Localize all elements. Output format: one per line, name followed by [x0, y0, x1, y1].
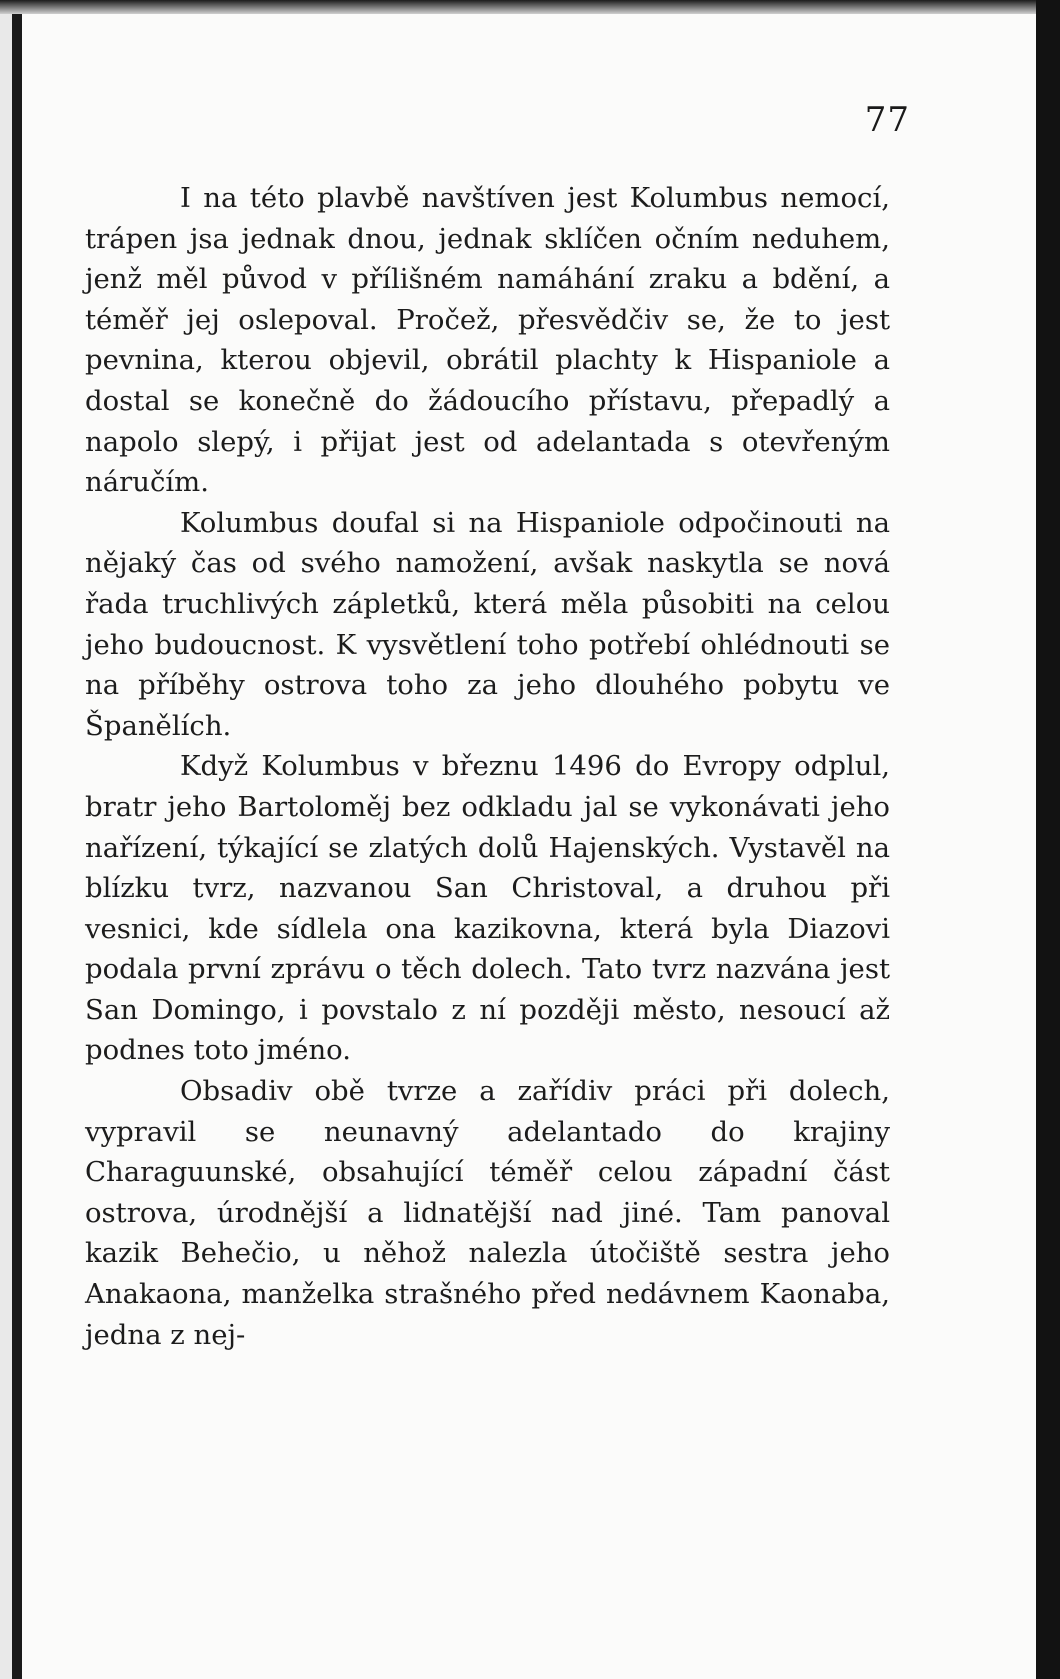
paragraph: Kolumbus doufal si na Hispaniole odpočinouti na nějaký čas od svého namožení, avšak naskytla se nová řada truchlivých zápletků, která měla působiti na celou jeho budoucnost. K vysvětlení toho potřebí ohlédnouti se na příběhy ostrova toho za jeho dlouhého pobytu ve Španělích.: [85, 506, 890, 742]
paragraph: Obsadiv obě tvrze a zařídiv práci při dolech, vypravil se neunavný adelantado do krajiny Charaguunské, obsahující téměř celou západní část ostrova, úrodnější a lidnatější nad jiné. Tam panoval kazik Behečio, u něhož nalezla útočiště sestra jeho Anakaona, manželka strašného před nedávnem Kaonaba, jedna z nej-: [85, 1075, 890, 1351]
page-number: 77: [864, 100, 910, 140]
body-text: [85, 178, 890, 1355]
scan-border-right: [1036, 0, 1060, 1679]
paragraph: Když Kolumbus v březnu 1496 do Evropy odplul, bratr jeho Bartoloměj bez odkladu jal se vykonávati jeho nařízení, týkající se zlatých dolů Hajenských. Vystavěl na blízku tvrz, nazvanou San Christoval, a druhou při vesnici, kde sídlela ona kazikovna, která byla Diazovi podala první zprávu o těch dolech. Tato tvrz nazvána jest San Domingo, i povstalo z ní později město, nesoucí až podnes toto jméno.: [85, 750, 890, 1067]
paragraph: I na této plavbě navštíven jest Kolumbus nemocí, trápen jsa jednak dnou, jednak sklíčen očním neduhem, jenž měl původ v přílišném namáhání zraku a bdění, a téměř jej oslepoval. Pročež, přesvědčiv se, že to jest pevnina, kterou objevil, obrátil plachty k Hispaniole a dostal se konečně do žádoucího přístavu, přepadlý a napolo slepý, i přijat jest od adelantada s otevřeným náručím.: [85, 182, 890, 499]
scan-margin-left: [0, 0, 12, 1679]
scan-border-left: [12, 0, 22, 1679]
scan-border-top: [0, 0, 1060, 14]
